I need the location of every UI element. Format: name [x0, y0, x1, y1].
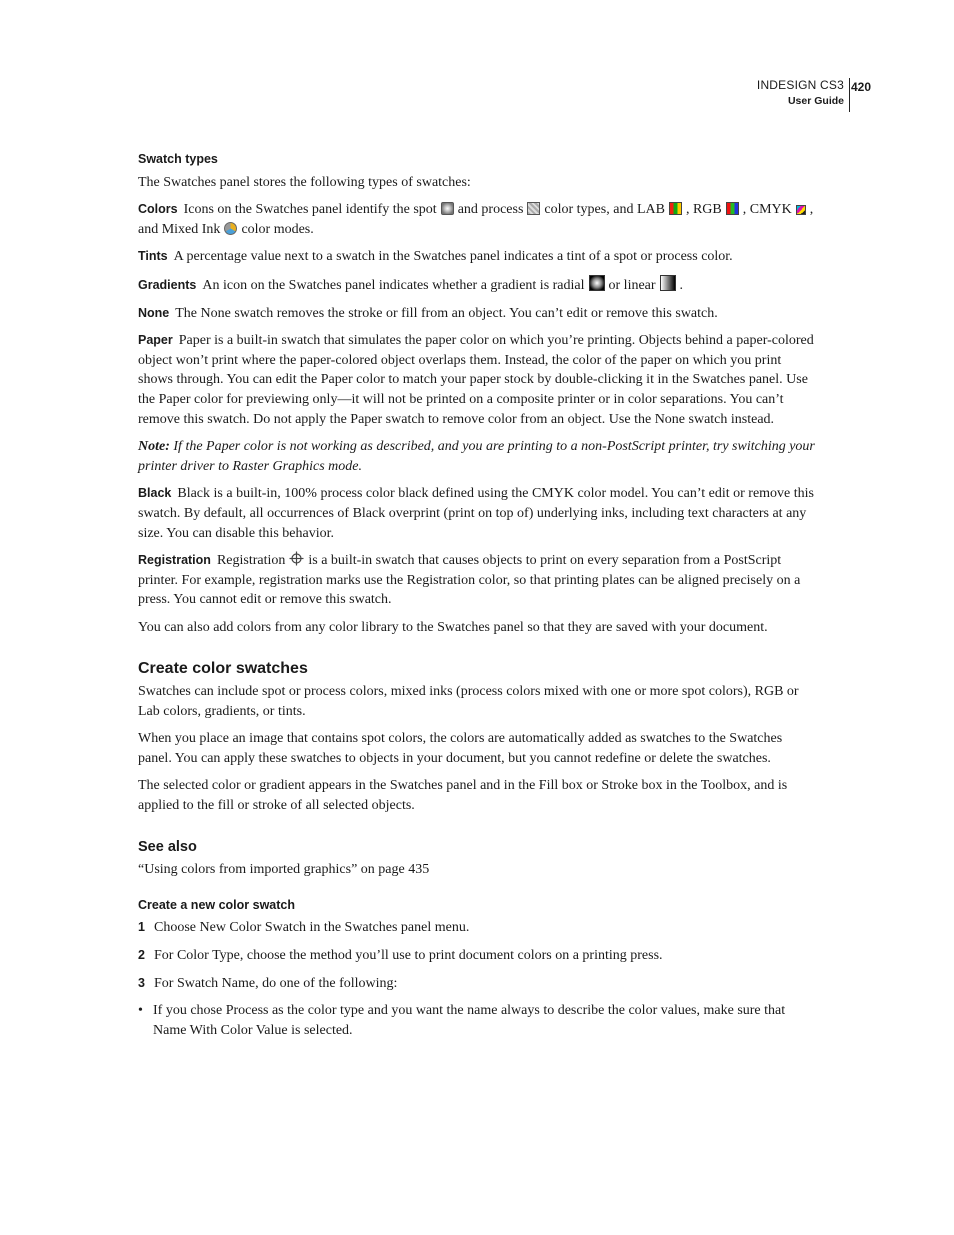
gradients-text-3: . [679, 277, 684, 293]
gradients-paragraph [138, 275, 816, 296]
mixed-ink-icon [224, 222, 237, 235]
bullet-marker: • [138, 1003, 143, 1019]
colors-text-3: color types, and LAB [544, 202, 665, 218]
step-text: Choose New Color Swatch in the Swatches panel menu. [154, 920, 470, 936]
step-text: For Swatch Name, do one of the following: [154, 975, 398, 991]
black-paragraph [138, 484, 816, 543]
swatch-types-heading: Swatch types [138, 152, 218, 166]
header-divider [849, 78, 850, 112]
black-text: Black is a built-in, 100% process color black defined using the CMYK color model. You can’t edit or remove this swatch. By default, all occurrences of Black overprint (print on top of) underlying inks, including text characters at any size. You can disable this behavior. [138, 486, 814, 541]
gradients-text-2: or linear [608, 277, 656, 293]
colors-paragraph [138, 200, 816, 239]
paper-term: Paper [138, 333, 173, 348]
running-header [757, 78, 844, 107]
spot-icon [441, 202, 454, 215]
page-number: 420 [851, 80, 872, 94]
process-icon [527, 202, 540, 215]
black-term: Black [138, 486, 172, 501]
see-also-link[interactable]: “Using colors from imported graphics” on page 435 [138, 862, 430, 878]
colors-text-5: , CMYK [742, 202, 792, 218]
lab-icon [669, 202, 682, 215]
registration-icon [289, 551, 304, 566]
tints-term: Tints [138, 249, 168, 264]
tints-paragraph [138, 247, 816, 267]
guide-name: User Guide [787, 95, 844, 107]
registration-paragraph [138, 551, 816, 610]
linear-gradient-icon [660, 275, 676, 291]
note-label: Note: [138, 439, 170, 455]
none-term: None [138, 305, 170, 320]
step-text: For Color Type, choose the method you’ll use to print document colors on a printing press. [154, 948, 663, 963]
step-item [138, 918, 816, 938]
colors-text-7: color modes. [241, 221, 314, 237]
gradients-text-1: An icon on the Swatches panel indicates whether a gradient is radial [202, 277, 585, 293]
page-content [138, 150, 816, 1040]
bullet-text: If you chose Process as the color type and you want the name always to describe the color values, make sure that Name With Color Value is selected. [153, 1003, 786, 1038]
step-item [138, 946, 816, 966]
step-number: 1 [138, 920, 145, 935]
see-also-heading: See also [138, 838, 197, 855]
create-p3: The selected color or gradient appears in the Swatches panel and in the Fill box or Stroke box in the Toolbox, and is applied to the fill or stroke of all selected objects. [138, 778, 788, 814]
registration-text-1: Registration [216, 553, 286, 569]
bullet-item [138, 1001, 816, 1040]
paper-text: Paper is a built-in swatch that simulates the paper color on which you’re printing. Objects behind a paper-colored object won’t print where the paper-colored object overlaps them. Instead, the color of the paper on which you print shows through. You can edit the Paper color to match your paper stock by double-clicking it in the Swatches panel. Use the Paper color for previewing only—it will not be printed on a composite printer or in color separations. You can’t remove this swatch. Do not apply the Paper swatch to remove color from an object. Use the None swatch instead. [138, 333, 814, 427]
none-paragraph [138, 304, 816, 324]
cmyk-icon [796, 205, 806, 215]
colors-text-1: Icons on the Swatches panel identify the spot [183, 202, 437, 218]
paper-paragraph [138, 331, 816, 429]
note-text: If the Paper color is not working as described, and you are printing to a non-PostScript printer, try switching your printer driver to Raster Graphics mode. [138, 439, 815, 474]
steps-list [138, 918, 816, 993]
swatch-types-intro: The Swatches panel stores the following types of swatches: [138, 174, 471, 190]
step-number: 2 [138, 948, 145, 962]
colors-term: Colors [138, 202, 178, 217]
registration-text-2: is a built-in swatch that causes objects to print on every separation from a PostScript printer. For example, registration marks use the Registration color, so that printing plates can be aligned precisely on a press. You cannot edit or remove this swatch. [138, 553, 801, 608]
swatch-types-outro: You can also add colors from any color library to the Swatches panel so that they are saved with your document. [138, 619, 768, 635]
colors-text-2: and process [457, 202, 524, 218]
step-number: 3 [138, 975, 145, 990]
tints-text: A percentage value next to a swatch in the Swatches panel indicates a tint of a spot or process color. [173, 249, 733, 265]
gradients-term: Gradients [138, 277, 197, 292]
create-p1: Swatches can include spot or process colors, mixed inks (process colors mixed with one or more spot colors), RGB or Lab colors, gradients, or tints. [138, 684, 799, 719]
rgb-icon [726, 202, 739, 215]
registration-term: Registration [138, 553, 211, 568]
radial-gradient-icon [589, 275, 605, 291]
create-swatches-heading: Create color swatches [138, 660, 308, 678]
note-paragraph [138, 437, 816, 476]
create-p2: When you place an image that contains spot colors, the colors are automatically added as swatches to the Swatches panel. You can apply these swatches to objects in your document, but you cannot redefine or delete the swatches. [138, 731, 783, 766]
colors-text-4: , RGB [685, 202, 722, 218]
step-item [138, 974, 816, 994]
new-swatch-heading: Create a new color swatch [138, 897, 296, 912]
none-text: The None swatch removes the stroke or fill from an object. You can’t edit or remove this swatch. [175, 305, 718, 321]
colors-text-6: , and Mixed Ink [138, 202, 814, 237]
product-name: INDESIGN CS3 [756, 78, 844, 92]
